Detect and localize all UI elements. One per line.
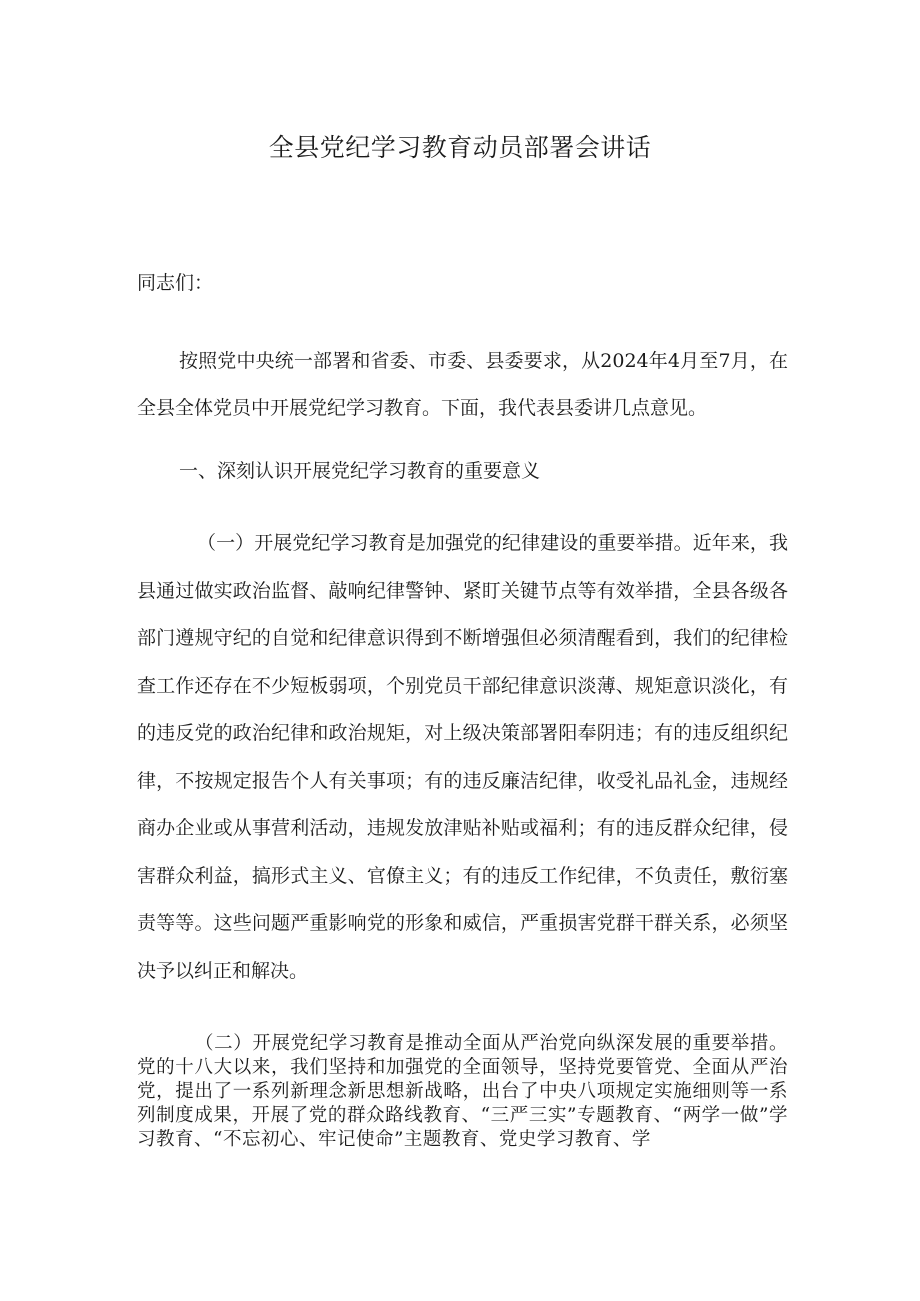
paragraph-intro: 按照党中央统一部署和省委、市委、县委要求，从2024年4月至7月，在全县全体党员中开展党纪学习教育。下面，我代表县委讲几点意见。 xyxy=(137,350,788,419)
salutation: 同志们： xyxy=(137,272,214,294)
paragraph-point-two: （二）开展党纪学习教育是推动全面从严治党向纵深发展的重要举措。党的十八大以来，我们坚持和加强党的全面领导，坚持党要管党、全面从严治党，提出了一系列新理念新思想新战略，出台了中央八项规定实施细则等一系列制度成果，开展了党的群众路线教育、“三严三实”专题教育、“两学一做”学习教育、“不忘初心、牢记使命”主题教育、党史学习教育、学 xyxy=(137,1033,788,1150)
paragraph-point-one: （一）开展党纪学习教育是加强党的纪律建设的重要举措。近年来，我县通过做实政治监督、敲响纪律警钟、紧盯关键节点等有效举措，全县各级各部门遵规守纪的自觉和纪律意识得到不断增强但必须清醒看到，我们的纪律检查工作还存在不少短板弱项，个别党员干部纪律意识淡薄、规矩意识淡化，有的违反党的政治纪律和政治规矩，对上级决策部署阳奉阴违；有的违反组织纪律，不按规定报告个人有关事项；有的违反廉洁纪律，收受礼品礼金，违规经商办企业或从事营利活动，违规发放津贴补贴或福利；有的违反群众纪律，侵害群众利益，搞形式主义、官僚主义；有的违反工作纪律，不负责任，敷衍塞责等等。这些问题严重影响党的形象和威信，严重损害党群干群关系，必须坚决予以纠正和解决。 xyxy=(137,532,788,982)
section-heading: 一、深刻认识开展党纪学习教育的重要意义 xyxy=(179,460,541,482)
document-title: 全县党纪学习教育动员部署会讲话 xyxy=(268,133,652,162)
